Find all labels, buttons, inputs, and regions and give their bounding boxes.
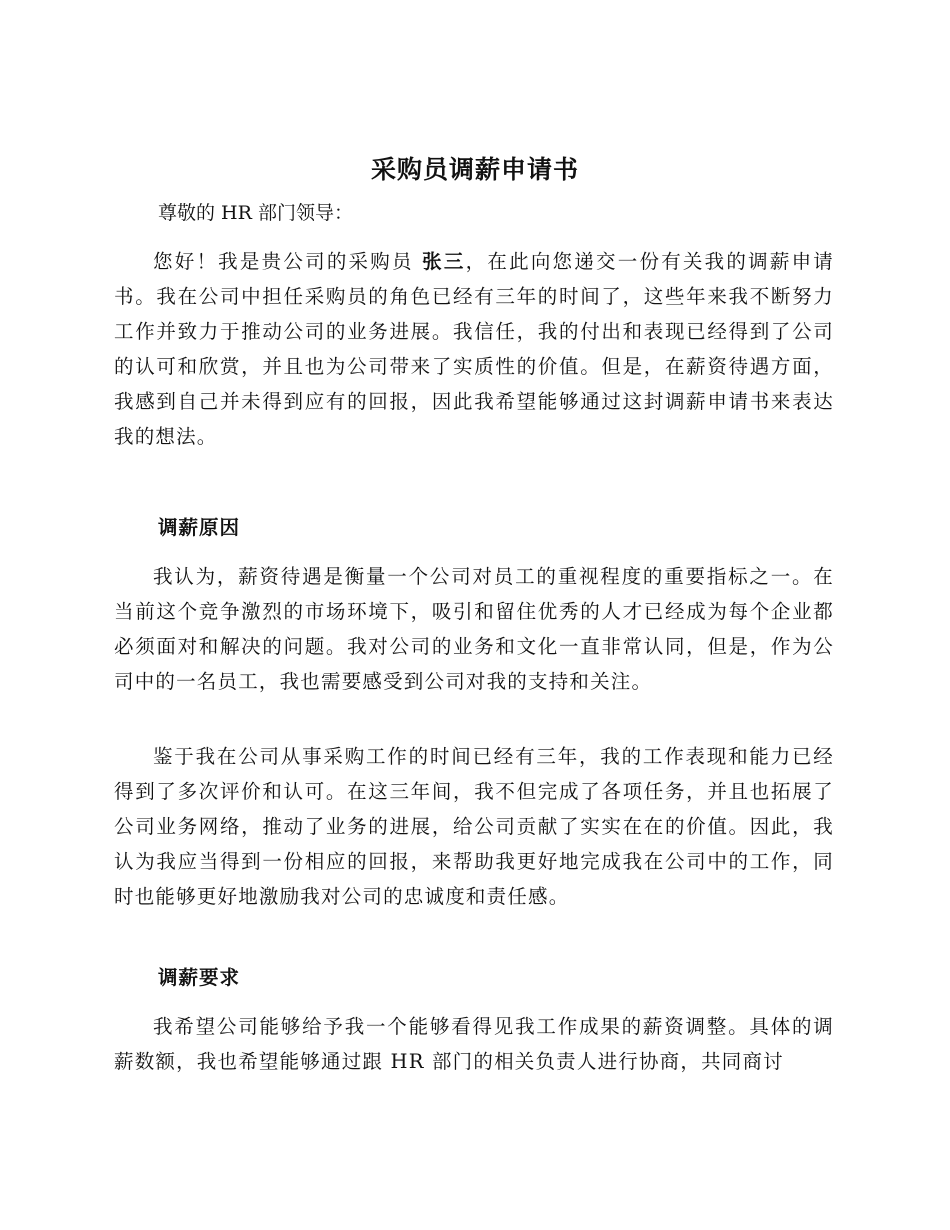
reason-paragraph-1: 我认为，薪资待遇是衡量一个公司对员工的重视程度的重要指标之一。在当前这个竞争激烈的市场环境下，吸引和留住优秀的人才已经成为每个企业都必须面对和解决的问题。我对公司的业务和文化一直非常认同，但是，作为公司中的一名员工，我也需要感受到公司对我的支持和关注。: [114, 565, 834, 693]
reason-paragraph-2: 鉴于我在公司从事采购工作的时间已经有三年，我的工作表现和能力已经得到了多次评价和认可。在这三年间，我不但完成了各项任务，并且也拓展了公司业务网络，推动了业务的进展，给公司贡献了实实在在的价值。因此，我认为我应当得到一份相应的回报，来帮助我更好地完成我在公司中的工作，同时也能够更好地激励我对公司的忠诚度和责任感。: [114, 745, 834, 908]
intro-paragraph: [114, 244, 834, 454]
section-heading-request: 调薪要求: [158, 966, 241, 989]
request-paragraph: 我希望公司能够给予我一个能够看得见我工作成果的薪资调整。具体的调薪数额，我也希望能够通过跟 HR 部门的相关负责人进行协商，共同商讨: [114, 1015, 834, 1073]
document-title: 采购员调薪申请书: [370, 155, 579, 184]
intro-text-start: 您好！我是贵公司的采购员: [153, 250, 423, 273]
applicant-name: 张三: [422, 250, 466, 273]
section-heading-reason: 调薪原因: [158, 516, 241, 539]
intro-text-rest: ，在此向您递交一份有关我的调薪申请书。我在公司中担任采购员的角色已经有三年的时间了，这些年来我不断努力工作并致力于推动公司的业务进展。我信任，我的付出和表现已经得到了公司的认可和欣赏，并且也为公司带来了实质性的价值。但是，在薪资待遇方面，我感到自己并未得到应有的回报，因此我希望能够通过这封调薪申请书来表达我的想法。: [114, 250, 834, 448]
salutation: 尊敬的 HR 部门领导：: [158, 202, 353, 224]
